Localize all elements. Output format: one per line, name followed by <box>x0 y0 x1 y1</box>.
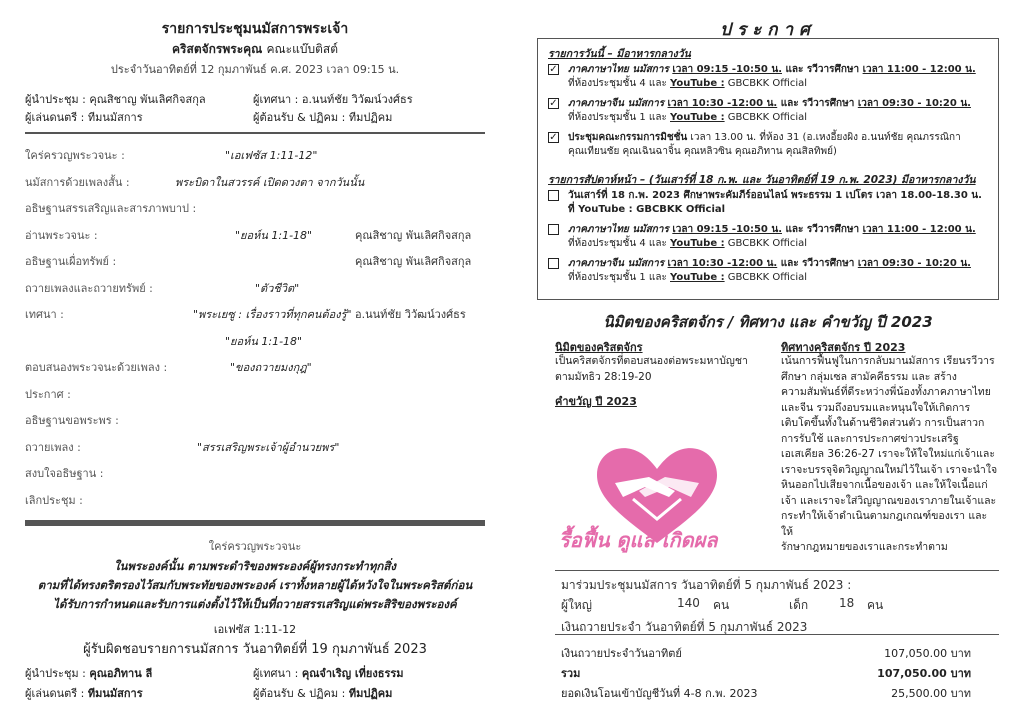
order-item-content: "ยอห์น 1:1-18" <box>225 334 303 348</box>
order-item-label: เทศนา : <box>25 308 64 321</box>
order-item <box>25 438 485 456</box>
checkbox-checked-icon: ✓ <box>549 64 558 75</box>
call-line: ได้รับการกำหนดและรับการแต่งตั้งไว้ให้เป็นที่ถวายสรรเสริญแด่พระสิริของพระองค์ <box>53 597 457 611</box>
motto-heading: คำขวัญ ปี 2023 <box>555 395 637 408</box>
direction-line: การรับใช้ และการประกาศข่าวประเสริฐ <box>781 432 959 445</box>
divider <box>555 570 999 571</box>
adult-label: ผู้ใหญ่ <box>561 598 593 612</box>
checkbox-empty-icon <box>548 258 559 269</box>
order-item-label: เลิกประชุม : <box>25 493 83 507</box>
direction-line: ความสัมพันธ์ที่ดีระหว่างพี่น้องทั้งภาคภาษาไทย <box>781 386 991 398</box>
worship-leader: ผู้นำประชุม : คุณสิชาญ พันเลิศกิจสกุล <box>25 93 206 106</box>
order-item <box>25 411 485 429</box>
call-to-worship-title: ใคร่ครวญพระวจนะ <box>208 540 302 553</box>
next-musicians: ผู้เล่นดนตรี : ทีมนมัสการ <box>25 687 143 700</box>
order-of-service-page <box>25 12 485 717</box>
next-week-title: ผู้รับผิดชอบรายการนมัสการ วันอาทิตย์ที่ 19 กุมภาพันธ์ 2023 <box>83 642 427 657</box>
order-item <box>25 173 485 191</box>
adult-unit: คน <box>713 598 730 612</box>
motto-logo-text: รื้อฟื้น ดูแล เกิดผล <box>559 528 718 552</box>
direction-line: เติบโตขึ้นทั้งในด้านชีวิตส่วนตัว การเป็นสาวก <box>781 417 985 429</box>
checkbox-empty-icon <box>548 190 559 201</box>
call-line: ตามที่ได้ทรงตริตรองไว้สมกับพระทัยของพระองค์ เราทั้งหลายผู้ได้หวังใจในพระคริสต์ก่อน <box>37 578 473 592</box>
order-item <box>25 332 485 350</box>
direction-line: เราจะบรรจุจิตวิญญาณใหม่ไว้ในเจ้า เราจะนำใจ <box>781 463 998 476</box>
announcements-page <box>537 12 999 717</box>
order-item-label: อธิษฐานขอพระพร : <box>25 414 119 427</box>
offering-row-amount: 107,050.00 บาท <box>884 647 971 660</box>
ushers: ผู้ต้อนรับ & ปฏิคม : ทีมปฏิคม <box>253 111 393 124</box>
church-name-line <box>25 40 485 59</box>
checkbox-checked-icon: ✓ <box>549 98 558 109</box>
announcements-title: ประกาศ <box>720 20 816 40</box>
offering-row-label: เงินถวายประจำวันอาทิตย์ <box>561 647 682 660</box>
today-header: รายการวันนี้ – มีอาหารกลางวัน <box>548 48 691 60</box>
next-worship-leader: ผู้นำประชุม : คุณอภิทาน ลี <box>25 667 153 680</box>
direction-line: เจ้า และเราจะใส่วิญญาณของเราภายในเจ้าและ <box>781 494 997 507</box>
church-name: คริสตจักรพระคุณ <box>172 42 263 56</box>
order-item-label: ตอบสนองพระวจนะด้วยเพลง : <box>25 361 168 374</box>
direction-line: ศึกษา กลุ่มเซล สามัคคีธรรม และ สร้าง <box>781 370 957 383</box>
call-reference: เอเฟซัส 1:11-12 <box>213 623 297 636</box>
direction-line: กระทำให้เจ้าดำเนินตามกฎเกณฑ์ของเรา และให้ <box>781 510 988 538</box>
order-item-label: ประกาศ : <box>25 387 71 401</box>
preacher: ผู้เทศนา : อ.นนท์ชัย วิวัฒน์วงศ์ธร <box>253 93 413 106</box>
direction-heading: ทิศทางคริสตจักร ปี 2023 <box>781 341 906 354</box>
direction-line: รักษากฎหมายของเราและกระทำตาม <box>781 541 948 553</box>
order-item <box>25 199 485 217</box>
order-item <box>25 358 485 376</box>
order-item-content: พระบิดาในสวรรค์ เปิดดวงตา จากวันนั้น <box>175 175 365 189</box>
order-item-label: สงบใจอธิษฐาน : <box>25 467 104 480</box>
announcements-box: รายการวันนี้ – มีอาหารกลางวัน ✓ ภาคภาษาไทย นมัสการ เวลา 09:15 -10:50 น. และ รวีวารศึกษา เวลา 11:00 - 12:00 น. ที่ห้องประชุมชั้น 4 และ YouTube : GBCBKK Official ✓ ภาคภาษาจีน นมัสการ เวลา 10:30 -12:00 น. และ รวีวารศึกษา เวลา 09:30 - 10:20 น. ที่ห้องประชุมชั้น 1 และ YouTube : GBCBKK Official ✓ ประชุมคณะกรรมการมิชชั่น เวลา 13.00 น. ที่ห้อง 31 (อ.เหงอี้ยงผิง อ.นนท์ชัย คุณภรรณิกา คุณเทียนชัย คุณเฉินฉาจิ้น คุณหลิวซิน คุณอภิทาน คุณสิลทิพย์) รายการสัปดาห์หน้า – (วันเสาร์ที่ 18 ก.พ. และ วันอาทิตย์ที่ 19 ก.พ. 2023) มีอาหารกลางวัน วันเสาร์ที่ 18 ก.พ. 2023 ศึกษาพระคัมภีร์ออนไลน์ พระธรรม 1 เปโตร เวลา 18.00-18.30 น. ที่ YouTube : GBCBKK Official ภาคภาษาไทย นมัสการ เวลา 09:15 -10:50 น. และ รวีวารศึกษา เวลา 11:00 - 12:00 น. ที่ห้องประชุมชั้น 4 และ YouTube : GBCBKK Official ภาคภาษาจีน นมัสการ เวลา 10:30 -12:00 น. และ รวีวารศึกษา เวลา 09:30 - 10:20 น. ที่ห้องประชุมชั้น 1 และ YouTube : GBCBKK Official <box>537 38 999 300</box>
order-item-content: "สรรเสริญพระเจ้าผู้อำนวยพร" <box>197 440 340 454</box>
offering-row-label: ยอดเงินโอนเข้าบัญชีวันที่ 4-8 ก.พ. 2023 <box>561 687 758 700</box>
direction-line: และจีน รวมถึงอบรมและหนุนใจให้เกิดการ <box>781 401 971 414</box>
call-line: ในพระองค์นั้น ตามพระดำริของพระองค์ผู้ทรงกระทำทุกสิ่ง <box>113 559 397 573</box>
divider <box>555 634 999 635</box>
order-item-label: อธิษฐานสรรเสริญและสารภาพบาป : <box>25 202 197 215</box>
order-item-content: "ยอห์น 1:1-18" <box>235 228 313 242</box>
order-item <box>25 226 485 244</box>
checkbox-empty-icon <box>548 224 559 235</box>
order-item <box>25 252 485 270</box>
next-preacher: ผู้เทศนา : คุณจำเริญ เที่ยงธรรม <box>253 667 404 680</box>
order-item-content: "ตัวชีวิต" <box>255 281 300 295</box>
direction-text <box>781 354 999 556</box>
order-item-content: "ของถวายมงกุฎ" <box>230 361 312 374</box>
vision-text: เป็นคริสตจักรที่ตอบสนองต่อพระมหาบัญชา ตามมัทธิว 28:19-20 <box>555 355 748 383</box>
direction-line: หินออกไปเสียจากเนื้อของเจ้า และให้ใจเนื้อแก่ <box>781 479 988 491</box>
order-item-label: อธิษฐานเผื่อทรัพย์ : <box>25 255 117 268</box>
direction-line: เอเสเคียล 36:26-27 เราจะให้ใจใหม่แก่เจ้าและ <box>781 448 995 460</box>
checkbox-checked-icon: ✓ <box>549 132 558 143</box>
direction-line: เน้นการฟื้นฟูในการกลับมานมัสการ เรียนรวีวาร <box>781 355 995 367</box>
divider <box>25 520 485 526</box>
order-item-person: อ.นนท์ชัย วิวัฒน์วงศ์ธร <box>355 308 466 321</box>
order-item <box>25 146 485 164</box>
order-item <box>25 305 485 323</box>
adult-count: 140 <box>677 596 700 610</box>
order-item-content: "เอเฟซัส 1:11-12" <box>225 149 318 162</box>
bulletin-title: รายการประชุมนมัสการพระเจ้า <box>161 21 349 37</box>
offering-row-label: รวม <box>561 667 581 680</box>
order-item-label: ใคร่ครวญพระวจนะ : <box>25 149 125 162</box>
ministers-row <box>25 664 485 680</box>
musicians: ผู้เล่นดนตรี : ทีมนมัสการ <box>25 111 143 124</box>
divider <box>25 132 485 134</box>
order-item-label: อ่านพระวจนะ : <box>25 228 98 242</box>
order-item-label: นมัสการด้วยเพลงสั้น : <box>25 175 130 189</box>
order-item <box>25 279 485 297</box>
offering-title: เงินถวายประจำ วันอาทิตย์ที่ 5 กุมภาพันธ์ 2023 <box>561 620 808 634</box>
order-item-content: "พระเยซู : เรื่องราวที่ทุกคนต้องรู้" <box>193 308 352 321</box>
service-date: ประจำวันอาทิตย์ที่ 12 กุมภาพันธ์ ค.ศ. 2023 เวลา 09:15 น. <box>110 63 400 76</box>
attendance-title: มาร่วมประชุมนมัสการ วันอาทิตย์ที่ 5 กุมภาพันธ์ 2023 : <box>561 578 852 592</box>
offering-row-amount: 25,500.00 บาท <box>891 687 971 700</box>
order-item <box>25 464 485 482</box>
order-item-label: ถวายเพลงและถวายทรัพย์ : <box>25 281 153 295</box>
vision-title: นิมิตของคริสตจักร / ทิศทาง และ คำขวัญ ปี 2023 <box>603 313 933 331</box>
next-week-header: รายการสัปดาห์หน้า – (วันเสาร์ที่ 18 ก.พ. และ วันอาทิตย์ที่ 19 ก.พ. 2023) มีอาหารกลางวัน <box>548 174 976 186</box>
child-label: เด็ก <box>789 598 809 612</box>
ministers-row <box>25 684 485 700</box>
next-ushers: ผู้ต้อนรับ & ปฏิคม : ทีมปฏิคม <box>253 687 393 700</box>
order-item-label: ถวายเพลง : <box>25 440 81 454</box>
order-item-person: คุณสิชาญ พันเลิศกิจสกุล <box>355 228 472 242</box>
order-item <box>25 385 485 403</box>
order-item <box>25 491 485 509</box>
offering-row-amount: 107,050.00 บาท <box>877 667 971 680</box>
church-type: คณะแบ๊บติสต์ <box>266 42 338 56</box>
order-item-person: คุณสิชาญ พันเลิศกิจสกุล <box>355 255 472 268</box>
child-unit: คน <box>867 598 884 612</box>
ministers-row <box>25 108 485 124</box>
ministers-row <box>25 90 485 106</box>
vision-heading: นิมิตของคริสตจักร <box>555 341 643 354</box>
child-count: 18 <box>839 596 855 610</box>
